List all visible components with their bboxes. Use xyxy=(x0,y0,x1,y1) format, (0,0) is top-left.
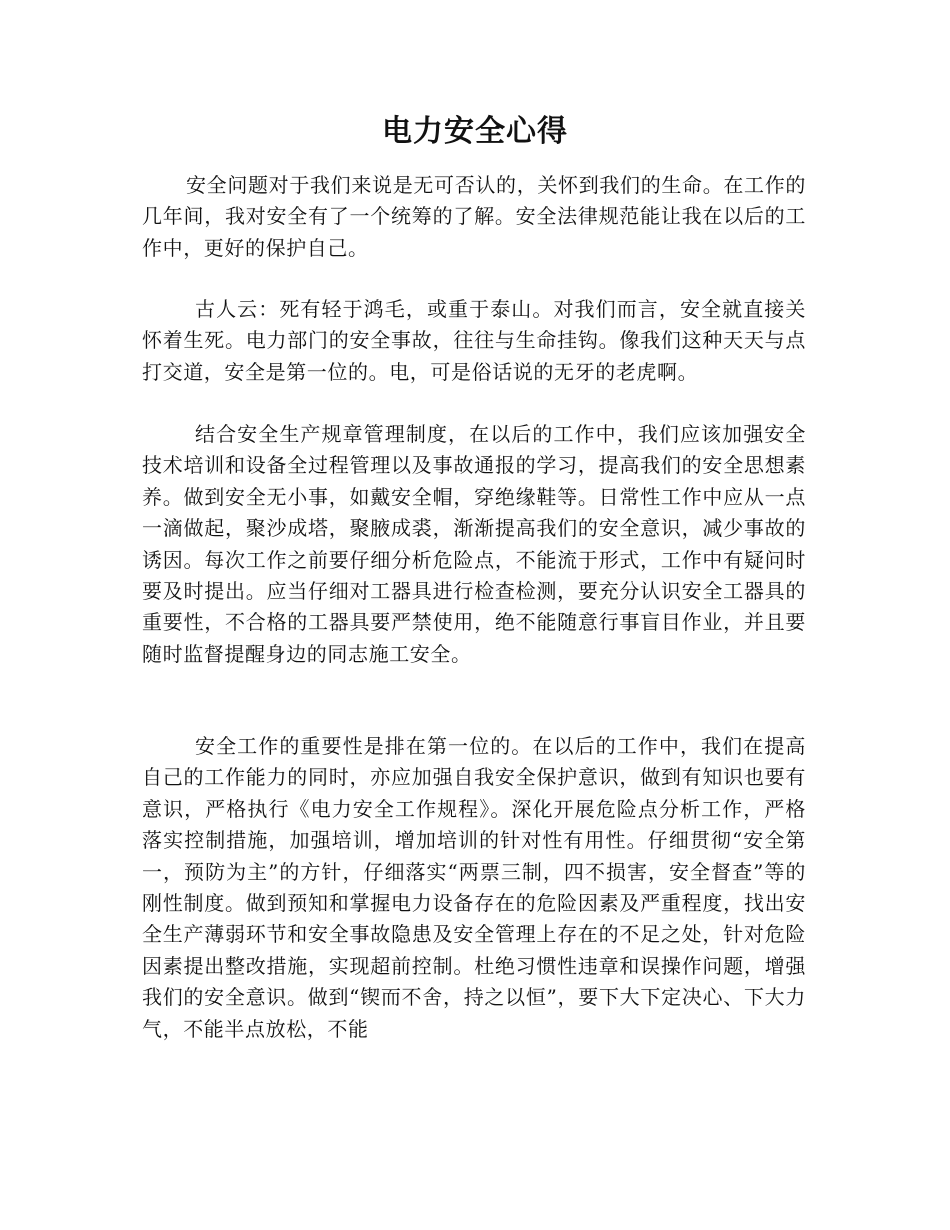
paragraph-text: 古人云：死有轻于鸿毛，或重于泰山。对我们而言，安全就直接关怀着生死。电力部门的安全事故，往往与生命挂钩。像我们这种天天与点打交道，安全是第一位的。电，可是俗话说的无牙的老虎啊。 xyxy=(142,297,806,384)
paragraph-4 xyxy=(142,731,806,1045)
paragraph-text: 安全工作的重要性是排在第一位的。在以后的工作中，我们在提高自己的工作能力的同时，亦应加强自我安全保护意识，做到有知识也要有意识，严格执行《电力安全工作规程》。深化开展危险点分析工作，严格落实控制措施，加强培训，增加培训的针对性有用性。仔细贯彻“安全第一，预防为主”的方针，仔细落实“两票三制，四不损害，安全督查”等的刚性制度。做到预知和掌握电力设备存在的危险因素及严重程度，找出安全生产薄弱环节和安全事故隐患及安全管理上存在的不足之处，针对危险因素提出整改措施，实现超前控制。杜绝习惯性违章和误操作问题，增强我们的安全意识。做到“锲而不舍，持之以恒”，要下大下定决心、下大力气，不能半点放松，不能 xyxy=(142,734,806,1041)
paragraph-1 xyxy=(142,170,806,264)
paragraph-2 xyxy=(142,294,806,388)
paragraph-text: 结合安全生产规章管理制度，在以后的工作中，我们应该加强安全技术培训和设备全过程管理以及事故通报的学习，提高我们的安全思想素养。做到安全无小事，如戴安全帽，穿绝缘鞋等。日常性工作中应从一点一滴做起，聚沙成塔，聚腋成裘，渐渐提高我们的安全意识，减少事故的诱因。每次工作之前要仔细分析危险点，不能流于形式，工作中有疑问时要及时提出。应当仔细对工器具进行检查检测，要充分认识安全工器具的重要性，不合格的工器具要严禁使用，绝不能随意行事盲目作业，并且要随时监督提醒身边的同志施工安全。 xyxy=(142,422,806,666)
paragraph-3 xyxy=(142,419,806,670)
paragraph-text: 安全问题对于我们来说是无可否认的，关怀到我们的生命。在工作的几年间，我对安全有了一个统筹的了解。安全法律规范能让我在以后的工作中，更好的保护自己。 xyxy=(142,173,806,260)
document-title: 电力安全心得 xyxy=(382,114,568,149)
